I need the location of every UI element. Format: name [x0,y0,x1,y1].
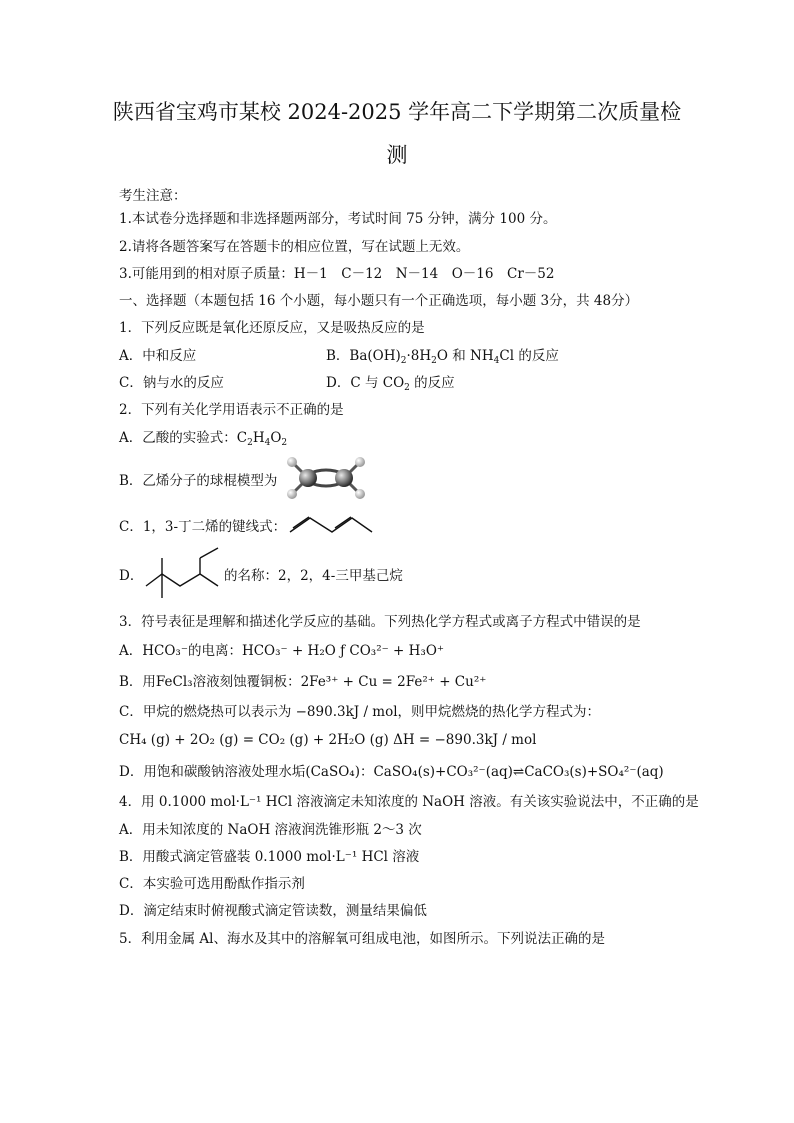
question-3-option-b: B．用FeCl₃溶液刻蚀覆铜板：2Fe³⁺ + Cu = 2Fe²⁺ + Cu²⁺ [119,674,487,690]
question-1-option-c: C．钠与水的反应 [119,375,224,391]
question-3-option-a: A．HCO₃⁻的电离：HCO₃⁻ + H₂O ƒ CO₃²⁻ + H₃O⁺ [119,643,445,659]
question-3-option-c-line2: CH₄ (g) + 2O₂ (g) = CO₂ (g) + 2H₂O (g) ΔH = −890.3kJ / mol [119,732,537,748]
question-4-option-d: D．滴定结束时俯视酸式滴定管读数，测量结果偏低 [119,903,427,919]
question-3-option-c-line1: C．甲烷的燃烧热可以表示为 −890.3kJ / mol，则甲烷燃烧的热化学方程式为： [119,704,601,720]
question-4-option-a: A．用未知浓度的 NaOH 溶液润洗锥形瓶 2～3 次 [119,822,422,838]
question-3-stem: 3．符号表征是理解和描述化学反应的基础。下列热化学方程式或离子方程式中错误的是 [119,614,641,630]
question-5-stem: 5．利用金属 Al、海水及其中的溶解氧可组成电池，如图所示。下列说法正确的是 [119,931,605,947]
question-3-option-d: D．用饱和碳酸钠溶液处理水垢(CaSO₄)：CaSO₄(s)+CO₃²⁻(aq)⇌CaCO₃(s)+SO₄²⁻(aq) [119,764,664,780]
section-heading: 一、选择题（本题包括 16 个小题，每小题只有一个正确选项，每小题 3分，共 48分） [119,293,639,309]
question-1-option-a: A．中和反应 [119,348,197,364]
question-1-option-b: B．$Ba(OH)_2\cdot 8H_2O$ 和 $NH_4Cl$ 的反应 [326,348,559,366]
trimethylhexane-skeletal-formula [142,546,224,602]
ethylene-ball-stick-model [282,454,370,502]
notice-item-3: 3.可能用到的相对原子质量：H－1 C－12 N－14 O－16 Cr－52 [119,266,555,282]
exam-title-line2: 测 [386,143,408,167]
question-1-stem: 1．下列反应既是氧化还原反应，又是吸热反应的是 [119,320,425,336]
question-4-option-b: B．用酸式滴定管盛装 0.1000 mol·L⁻¹ HCl 溶液 [119,849,420,865]
exam-title-line1: 陕西省宝鸡市某校 2024-2025 学年高二下学期第二次质量检 [112,100,682,124]
question-2-stem: 2．下列有关化学用语表示不正确的是 [119,402,344,418]
question-4-stem: 4．用 0.1000 mol·L⁻¹ HCl 溶液滴定未知浓度的 NaOH 溶液。有关该实验说法中，不正确的是 [119,794,699,810]
notice-heading: 考生注意： [119,188,187,204]
question-2-option-d-label: D． [119,568,144,584]
question-2-option-b: B．乙烯分子的球棍模型为 [119,473,278,489]
butadiene-skeletal-formula [288,512,374,536]
question-4-option-c: C．本实验可选用酚酞作指示剂 [119,876,305,892]
question-2-option-a: A．乙酸的实验式：$C_2H_4O_2$ [119,430,288,448]
notice-item-1: 1.本试卷分选择题和非选择题两部分，考试时间 75 分钟，满分 100 分。 [119,211,557,227]
question-2-option-d-text: 的名称：2，2，4-三甲基己烷 [224,568,403,584]
question-2-option-c: C．1，3-丁二烯的键线式： [119,519,287,535]
notice-item-2: 2.请将各题答案写在答题卡的相应位置，写在试题上无效。 [119,239,470,255]
question-1-option-d: D．C 与 $CO_2$ 的反应 [326,375,455,393]
